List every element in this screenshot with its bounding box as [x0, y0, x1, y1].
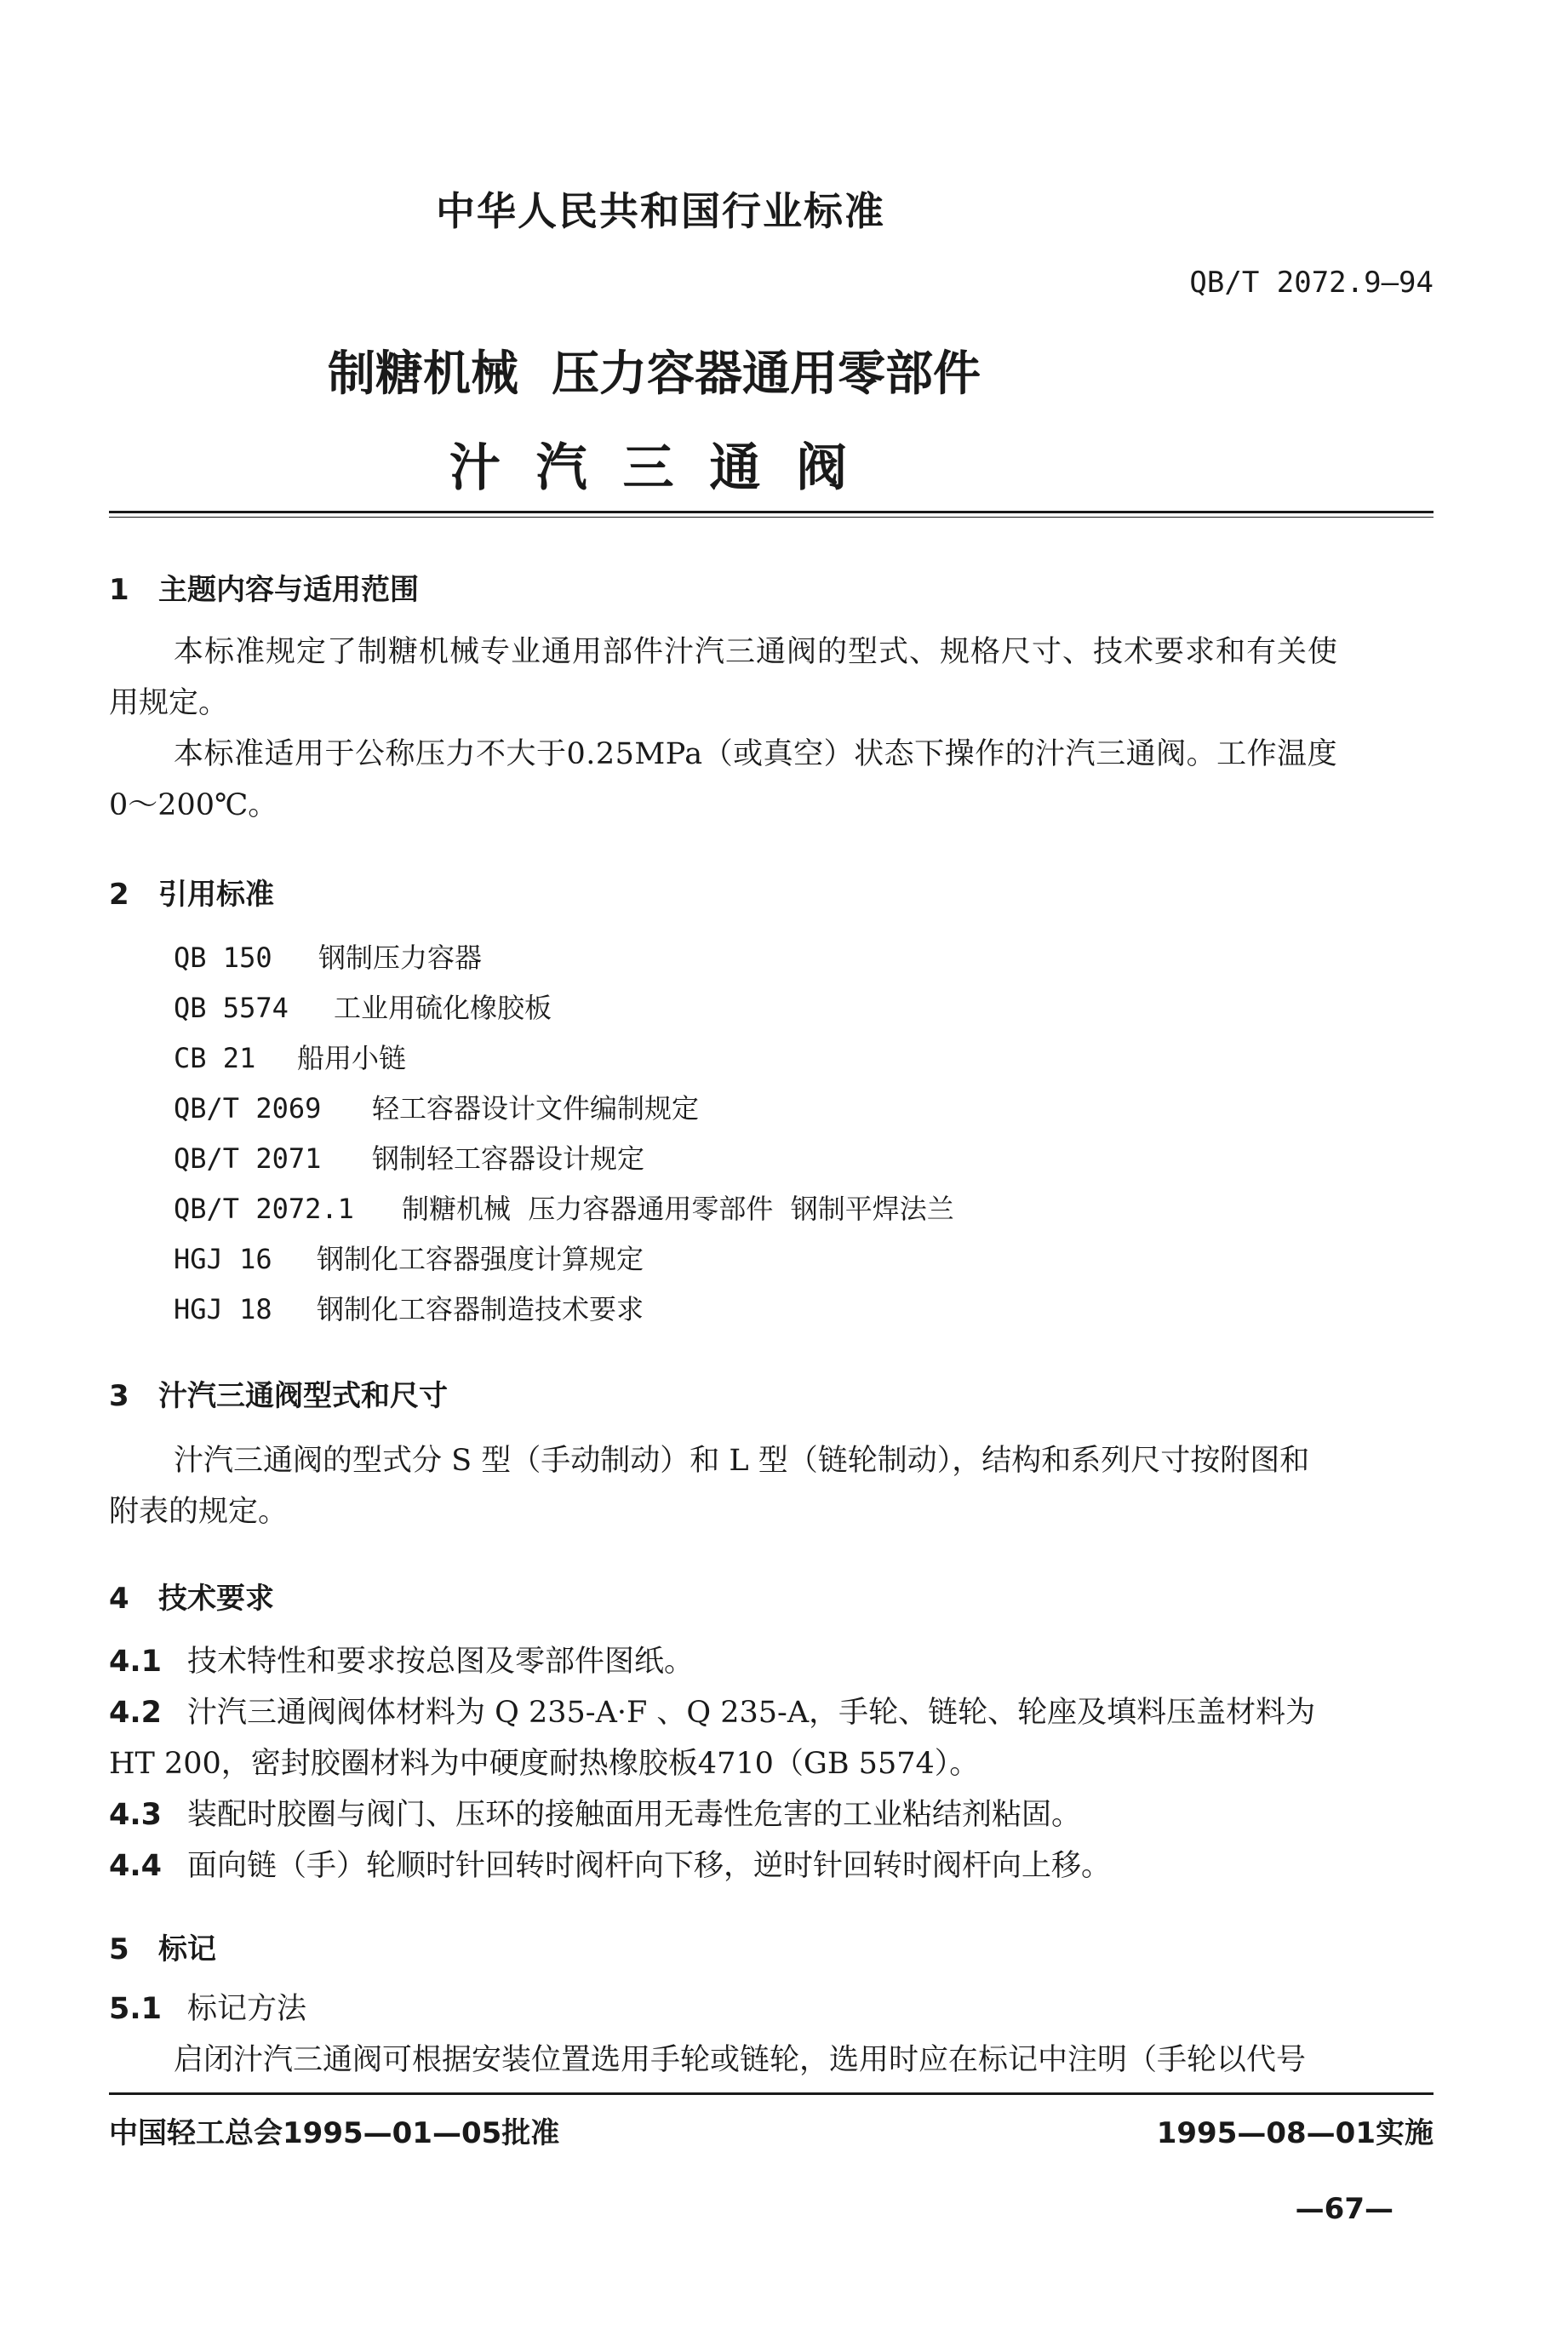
reference-title: 钢制化工容器强度计算规定 [317, 1243, 644, 1275]
reference-item [174, 1288, 644, 1327]
section-number: 1 [109, 573, 129, 607]
reference-item [174, 1188, 954, 1227]
reference-item [174, 1238, 644, 1277]
paragraph: 0～200℃。 [109, 788, 278, 822]
reference-code: QB/T 2072.1 [174, 1193, 354, 1225]
clause-4-4 [109, 1840, 1111, 1892]
section-title: 汁汽三通阀型式和尺寸 [158, 1379, 448, 1413]
clause-text: 标记方法 [187, 1992, 307, 2026]
reference-title: 制糖机械 压力容器通用零部件 钢制平焊法兰 [402, 1193, 954, 1225]
reference-item [174, 1087, 699, 1126]
reference-title: 钢制化工容器制造技术要求 [317, 1293, 644, 1325]
clause-number: 4.1 [109, 1645, 163, 1679]
reference-title: 船用小链 [297, 1042, 407, 1074]
reference-code: QB 5574 [174, 992, 289, 1024]
paragraph: 附表的规定。 [109, 1495, 289, 1529]
section-number: 3 [109, 1379, 129, 1413]
section-number: 5 [109, 1932, 129, 1966]
effective-date: 1995—08—01实施 [1156, 2116, 1434, 2150]
reference-code: HGJ 16 [174, 1243, 272, 1275]
section-2-heading [109, 871, 274, 913]
paragraph: HT 200，密封胶圈材料为中硬度耐热橡胶板4710（GB 5574）。 [109, 1747, 980, 1781]
section-title: 标记 [158, 1932, 216, 1966]
paragraph: 汁汽三通阀的型式分 S 型（手动制动）和 L 型（链轮制动），结构和系列尺寸按附图和 [174, 1444, 1310, 1478]
clause-text: 面向链（手）轮顺时针回转时阀杆向下移，逆时针回转时阀杆向上移。 [187, 1849, 1112, 1883]
section-title: 技术要求 [158, 1582, 274, 1616]
clause-4-2 [109, 1687, 1315, 1738]
reference-item [174, 936, 482, 976]
document-subtitle: 汁 汽 三 通 阀 [449, 438, 848, 498]
reference-title: 钢制压力容器 [318, 942, 483, 974]
paragraph: 用规定。 [109, 686, 229, 720]
reference-code: QB/T 2069 [174, 1092, 322, 1125]
reference-code: QB/T 2071 [174, 1142, 322, 1175]
document-title: 制糖机械 压力容器通用零部件 [328, 346, 981, 402]
paragraph: 本标准适用于公称压力不大于0.25MPa（或真空）状态下操作的汁汽三通阀。工作温度 [174, 737, 1338, 771]
reference-item [174, 1137, 644, 1176]
clause-4-3 [109, 1789, 1081, 1840]
reference-title: 钢制轻工容器设计规定 [372, 1142, 645, 1175]
paragraph: 启闭汁汽三通阀可根据安装位置选用手轮或链轮，选用时应在标记中注明（手轮以代号 [174, 2043, 1307, 2077]
section-number: 2 [109, 878, 129, 912]
clause-text: 汁汽三通阀阀体材料为 Q 235-A·F 、Q 235-A，手轮、链轮、轮座及填料压盖材料为 [187, 1696, 1316, 1730]
reference-code: CB 21 [174, 1042, 256, 1074]
reference-item [174, 1037, 406, 1076]
reference-item [174, 987, 552, 1026]
paragraph: 本标准规定了制糖机械专业通用部件汁汽三通阀的型式、规格尺寸、技术要求和有关使 [174, 635, 1339, 669]
approval-date: 中国轻工总会1995—01—05批准 [109, 2116, 560, 2150]
clause-number: 4.2 [109, 1696, 163, 1730]
clause-text: 装配时胶圈与阀门、压环的接触面用无毒性危害的工业粘结剂粘固。 [187, 1798, 1082, 1832]
reference-code: HGJ 18 [174, 1293, 272, 1325]
clause-4-1 [109, 1636, 694, 1687]
title-divider [109, 511, 1434, 513]
section-title: 主题内容与适用范围 [158, 573, 419, 607]
section-5-heading [109, 1926, 216, 1967]
footer-divider [109, 2092, 1434, 2095]
section-1-heading [109, 566, 419, 608]
clause-5-1 [109, 1983, 306, 2035]
clause-number: 4.4 [109, 1849, 163, 1883]
clause-number: 4.3 [109, 1798, 163, 1832]
title-divider-thin [109, 517, 1434, 518]
reference-title: 轻工容器设计文件编制规定 [372, 1092, 700, 1125]
standard-code: QB/T 2072.9—94 [1189, 266, 1434, 300]
reference-title: 工业用硫化橡胶板 [334, 992, 552, 1024]
clause-number: 5.1 [109, 1992, 163, 2026]
section-title: 引用标准 [158, 878, 274, 912]
page-number: —67— [1295, 2192, 1393, 2226]
section-4-heading [109, 1575, 274, 1617]
standard-category: 中华人民共和国行业标准 [436, 188, 885, 234]
reference-code: QB 150 [174, 942, 272, 974]
clause-text: 技术特性和要求按总图及零部件图纸。 [187, 1645, 695, 1679]
section-3-heading [109, 1372, 448, 1414]
section-number: 4 [109, 1582, 129, 1616]
